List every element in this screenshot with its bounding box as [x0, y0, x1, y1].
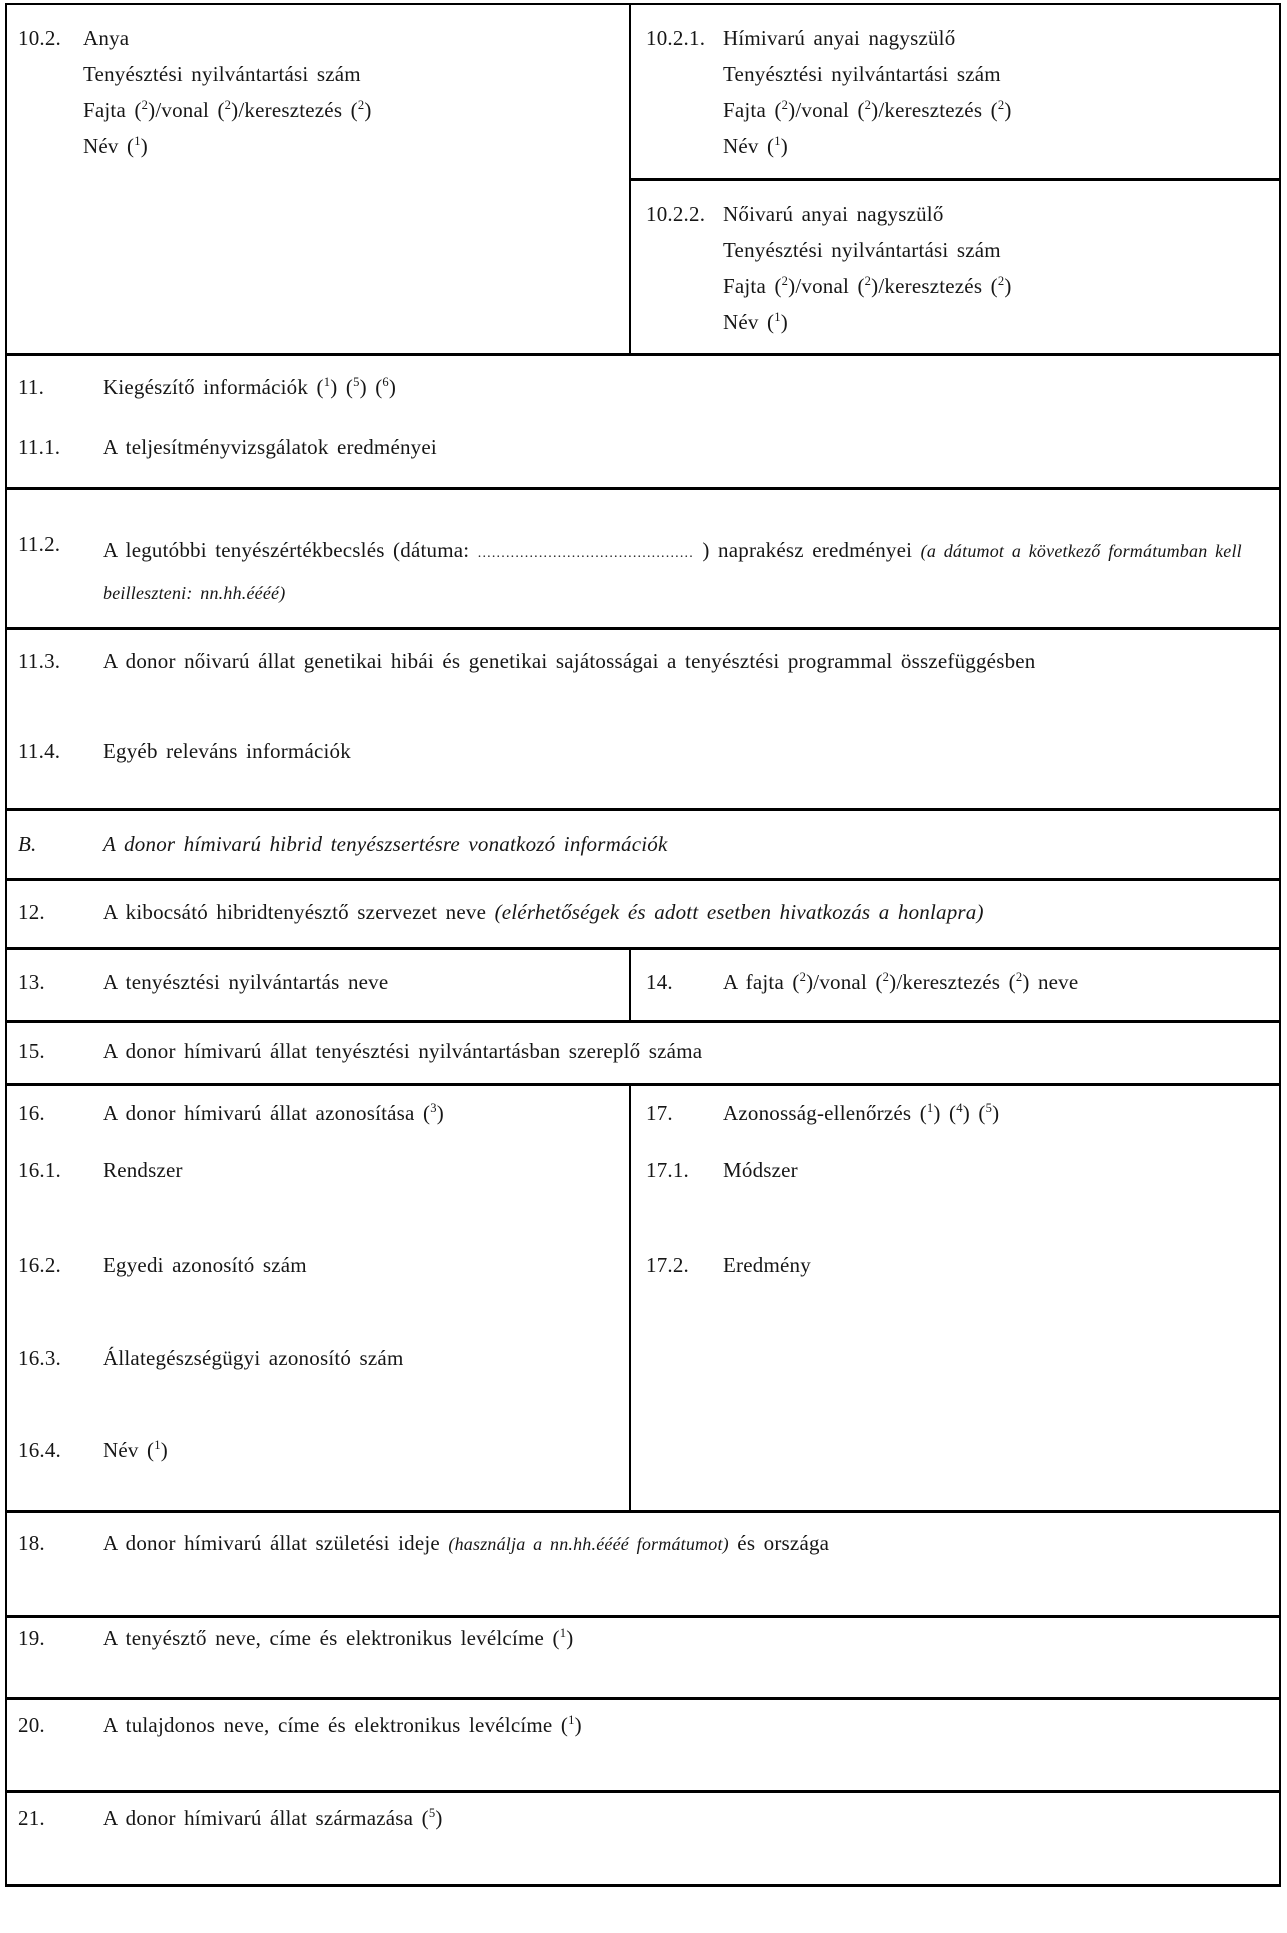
item-text: Rendszer	[103, 1158, 183, 1182]
item-text: A tulajdonos neve, címe és elektronikus levélcíme ($^1$)	[103, 1713, 582, 1737]
item-text: Anya	[83, 26, 130, 50]
field-18-birth-date-country	[18, 1530, 829, 1558]
item-number: 12.	[18, 900, 45, 924]
item-number: 19.	[18, 1626, 45, 1650]
item-text: A donor nőivarú állat genetikai hibái és genetikai sajátosságai a tenyésztési programmal összefüggésben	[103, 649, 1036, 673]
field-19-breeder	[18, 1625, 573, 1652]
item-text: Név ($^1$)	[103, 1438, 168, 1462]
field-11-3-genetic-defects	[18, 648, 1036, 675]
item-number: 11.3.	[18, 649, 61, 673]
rule-below-11-4	[5, 808, 1281, 811]
item-number: 16.4.	[18, 1438, 61, 1462]
item-number: 20.	[18, 1713, 45, 1737]
field-dam-registry: Tenyésztési nyilvántartási szám	[83, 62, 361, 86]
item-text: A fajta ($^2$)/vonal ($^2$)/keresztezés ($^2$) neve	[723, 970, 1079, 994]
field-20-owner	[18, 1712, 582, 1739]
item-text: Kiegészítő információk ($^1$) ($^5$) ($^6$)	[103, 375, 397, 399]
rule-below-19	[5, 1697, 1281, 1700]
rule-below-11	[5, 487, 1281, 490]
item-number: 10.2.2.	[646, 202, 706, 226]
field-14-breed-line-cross-name	[646, 969, 1078, 996]
field-16-1-system	[18, 1157, 183, 1184]
field-11-1-performance-tests	[18, 434, 437, 461]
field-17-2-result	[646, 1252, 811, 1279]
item-text: Eredmény	[723, 1253, 811, 1277]
item-number: 16.1.	[18, 1158, 61, 1182]
item-text: A tenyésztési nyilvántartás neve	[103, 970, 389, 994]
field-maternal-granddam	[646, 201, 944, 228]
item-number: 17.1.	[646, 1158, 689, 1182]
item-text: A tenyésztő neve, címe és elektronikus levélcíme ($^1$)	[103, 1626, 574, 1650]
item-text: Egyedi azonosító szám	[103, 1253, 307, 1277]
field-13-register-name	[18, 969, 388, 996]
item-number: 13.	[18, 970, 45, 994]
rule-below-20	[5, 1790, 1281, 1793]
rule-below-15	[5, 1083, 1281, 1086]
item-number: 10.2.	[18, 26, 61, 50]
item-text: A donor hímivarú állat tenyésztési nyilvántartásban szereplő száma	[103, 1039, 703, 1063]
field-16-2-unique-id	[18, 1252, 307, 1279]
item-number: 18.	[18, 1531, 45, 1555]
field-16-3-animal-health-id	[18, 1345, 403, 1372]
field-15-register-number	[18, 1038, 702, 1065]
item-text: Módszer	[723, 1158, 798, 1182]
item-text: Nőivarú anyai nagyszülő	[723, 202, 944, 226]
field-maternal-grandsire-breed: Fajta ($^2$)/vonal ($^2$)/keresztezés ($^2$)	[723, 98, 1012, 122]
rule-column-divider-16-17	[629, 1083, 631, 1510]
rule-right-border	[1279, 3, 1281, 1887]
item-text: A donor hímivarú állat születési ideje (használja a nn.hh.éééé formátumot) és országa	[103, 1531, 830, 1555]
field-maternal-grandsire-registry: Tenyésztési nyilvántartási szám	[723, 62, 1001, 86]
item-number: 21.	[18, 1806, 45, 1830]
rule-below-13-14	[5, 1020, 1281, 1023]
field-maternal-grandsire	[646, 25, 955, 52]
rule-column-divider-parents	[629, 3, 631, 353]
field-maternal-grandsire-name: Név ($^1$)	[723, 134, 788, 158]
rule-below-11-2	[5, 627, 1281, 630]
item-text: Állategészségügyi azonosító szám	[103, 1346, 404, 1370]
field-maternal-granddam-name: Név ($^1$)	[723, 310, 788, 334]
field-maternal-granddam-breed: Fajta ($^2$)/vonal ($^2$)/keresztezés ($^2$)	[723, 274, 1012, 298]
item-text: A donor hímivarú állat azonosítása ($^3$)	[103, 1101, 444, 1125]
field-maternal-granddam-registry: Tenyésztési nyilvántartási szám	[723, 238, 1001, 262]
item-number: 17.2.	[646, 1253, 689, 1277]
field-21-origin	[18, 1805, 443, 1832]
rule-below-18	[5, 1615, 1281, 1618]
item-number: 11.2.	[18, 532, 61, 556]
item-number: 14.	[646, 970, 673, 994]
item-number: 10.2.1.	[646, 26, 706, 50]
item-number: 16.	[18, 1101, 45, 1125]
item-text: Hímivarú anyai nagyszülő	[723, 26, 956, 50]
item-number: 11.1.	[18, 435, 61, 459]
item-text: Egyéb releváns információk	[103, 739, 351, 763]
item-number: 16.3.	[18, 1346, 61, 1370]
field-dam-name: Név ($^1$)	[83, 134, 148, 158]
rule-column-divider-13-14	[629, 947, 631, 1020]
field-dam-breed: Fajta ($^2$)/vonal ($^2$)/keresztezés ($^2$)	[83, 98, 372, 122]
item-text: A kibocsátó hibridtenyésztő szervezet neve (elérhetőségek és adott esetben hivatkozás a honlapra)	[103, 900, 984, 924]
item-number: 11.	[18, 375, 45, 399]
rule-below-parents	[5, 353, 1281, 356]
item-text: Azonosság-ellenőrzés ($^1$) ($^4$) ($^5$)	[723, 1101, 1000, 1125]
field-dam	[18, 25, 129, 52]
item-number: 11.4.	[18, 739, 61, 763]
field-11-4-other-info	[18, 738, 351, 765]
field-16-4-name	[18, 1437, 168, 1464]
item-number: 17.	[646, 1101, 673, 1125]
rule-below-16-17	[5, 1510, 1281, 1513]
rule-below-section-b	[5, 878, 1281, 881]
item-text: A teljesítményvizsgálatok eredményei	[103, 435, 437, 459]
rule-top-border	[5, 3, 1281, 5]
field-16-identification	[18, 1100, 444, 1127]
rule-below-12	[5, 947, 1281, 950]
field-12-hybrid-organisation	[18, 899, 984, 926]
field-11-2-breeding-value: A legutóbbi tenyészértékbecslés (dátuma: .............................................. ) naprakész eredményei (a dátumot a következő formátumban kell beilleszteni: nn.hh.éééé)	[103, 538, 1242, 603]
rule-left-border	[5, 3, 7, 1887]
item-number: 15.	[18, 1039, 45, 1063]
rule-grandparent-split	[629, 178, 1281, 181]
section-b-heading	[18, 831, 667, 858]
item-text: A donor hímivarú hibrid tenyészsertésre vonatkozó információk	[103, 832, 668, 856]
field-17-1-method	[646, 1157, 798, 1184]
item-text: A donor hímivarú állat származása ($^5$)	[103, 1806, 443, 1830]
field-17-identity-verification	[646, 1100, 999, 1127]
item-number: B.	[18, 832, 37, 856]
field-11-additional-info	[18, 374, 396, 401]
rule-bottom-border	[5, 1884, 1281, 1887]
item-number: 16.2.	[18, 1253, 61, 1277]
